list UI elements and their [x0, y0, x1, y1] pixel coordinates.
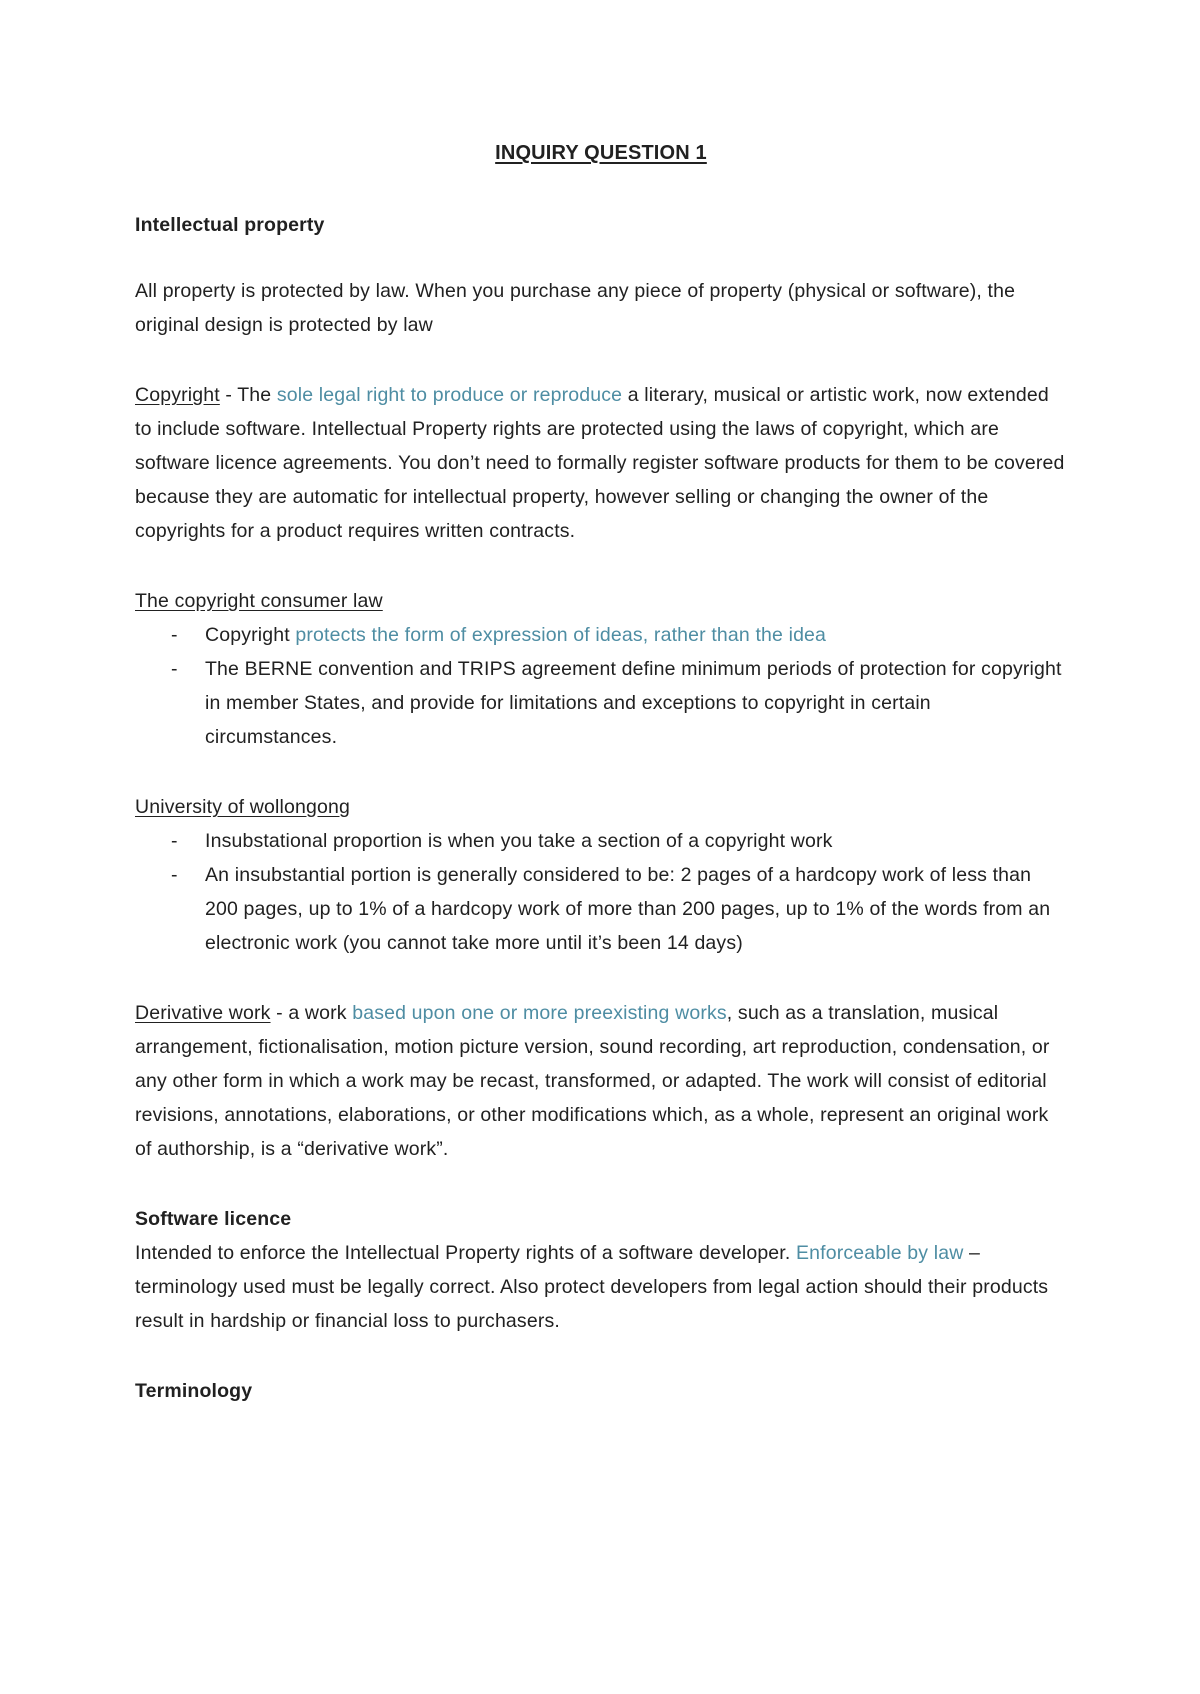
section-heading-terminology: Terminology — [135, 1380, 253, 1402]
consumer-law-bullet-1 — [205, 618, 1067, 652]
software-licence-before-text: Intended to enforce the Intellectual Property rights of a software developer. — [135, 1242, 797, 1264]
section-heading-university-of-wollongong: University of wollongong — [135, 796, 350, 818]
derivative-rest-text: , such as a translation, musical arrangement, fictionalisation, motion picture version, sound recording, art reproduction, condensation, or any other form in which a work may be recast, transformed, or adapted. The work will consist of editorial revisions, annotations, elaborations, or other modifications which, as a whole, represent an original work of authorship, is a “derivative work”. — [135, 1002, 1050, 1160]
uow-bullet-2: An insubstantial portion is generally considered to be: 2 pages of a hardcopy work of less than 200 pages, up to 1% of a hardcopy work of more than 200 pages, up to 1% of the words from an electronic work (you cannot take more until it’s been 14 days) — [205, 864, 1051, 954]
consumer-law-bullet-1-highlight: protects the form of expression of ideas, rather than the idea — [295, 624, 827, 646]
section-heading-consumer-law: The copyright consumer law — [135, 590, 383, 612]
section-heading-intellectual-property: Intellectual property — [135, 214, 325, 236]
uow-bullet-1: Insubstational proportion is when you take a section of a copyright work — [205, 830, 833, 852]
copyright-separator-text: - The — [219, 384, 277, 406]
software-licence-highlight-text: Enforceable by law — [796, 1242, 964, 1264]
bullet-marker: - — [171, 864, 178, 886]
list-item — [135, 652, 1067, 754]
section-university-of-wollongong — [135, 790, 1067, 960]
paragraph-copyright-definition — [135, 378, 1067, 548]
paragraph-property-intro-text: All property is protected by law. When you purchase any piece of property (physical or software), the original design is protected by law — [135, 280, 1016, 336]
term-copyright: Copyright — [135, 384, 220, 406]
copyright-highlight-text: sole legal right to produce or reproduce — [276, 384, 623, 406]
document-title: INQUIRY QUESTION 1 — [495, 142, 707, 164]
term-derivative-work: Derivative work — [135, 1002, 271, 1024]
list-item — [135, 618, 1067, 652]
consumer-law-bullet-2: The BERNE convention and TRIPS agreement define minimum periods of protection for copyright in member States, and provide for limitations and exceptions to copyright in certain circumstances. — [205, 658, 1062, 748]
copyright-rest-text: a literary, musical or artistic work, now extended to include software. Intellectual Property rights are protected using the laws of copyright, which are software licence agreements. You don’t need to formally register software products for them to be covered because they are automatic for intellectual property, however selling or changing the owner of the copyrights for a product requires written contracts. — [135, 384, 1065, 542]
list-item — [135, 824, 1067, 858]
bullet-marker: - — [171, 624, 178, 646]
consumer-law-bullet-1-plain: Copyright — [205, 624, 296, 646]
paragraph-derivative-work — [135, 996, 1067, 1166]
section-consumer-law — [135, 584, 1067, 754]
bullet-marker: - — [171, 658, 178, 680]
software-licence-after-text: – terminology used must be legally correct. Also protect developers from legal action should their products result in hardship or financial loss to purchasers. — [135, 1242, 1049, 1332]
list-item — [135, 858, 1067, 960]
section-software-licence — [135, 1202, 1067, 1338]
bullet-marker: - — [171, 830, 178, 852]
derivative-separator-text: - a work — [270, 1002, 353, 1024]
section-heading-software-licence: Software licence — [135, 1208, 292, 1230]
paragraph-software-licence — [135, 1236, 1067, 1338]
derivative-highlight-text: based upon one or more preexisting works — [352, 1002, 727, 1024]
paragraph-property-intro — [135, 274, 1067, 342]
